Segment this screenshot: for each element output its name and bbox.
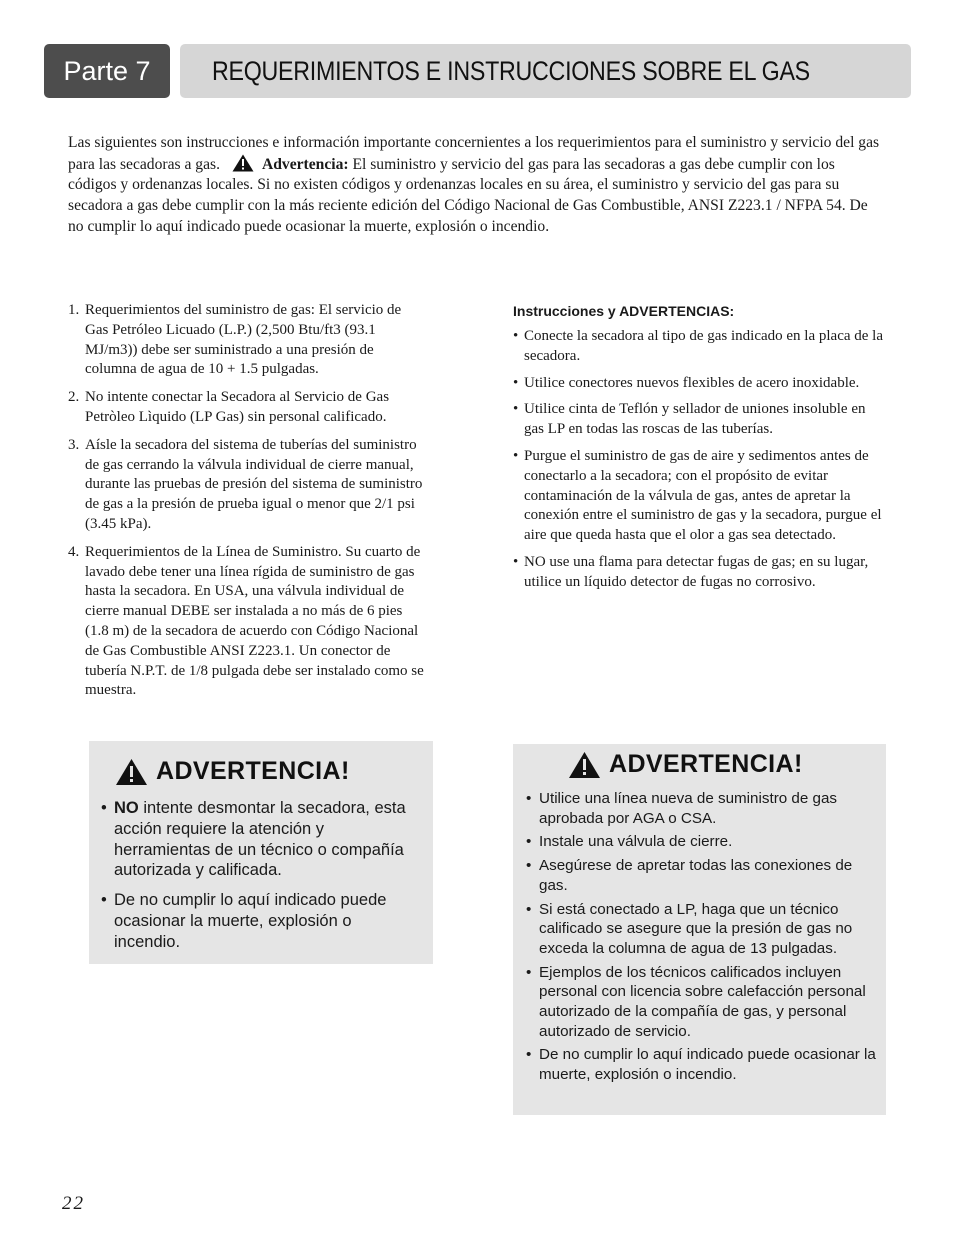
bullet: • — [101, 891, 107, 910]
list-item — [513, 400, 885, 440]
list-item — [513, 374, 885, 394]
bullet: • — [513, 553, 519, 570]
bullet: • — [513, 447, 519, 464]
bullet: • — [526, 1046, 532, 1064]
list-item — [513, 447, 885, 546]
bullet: • — [513, 374, 519, 391]
page-title: REQUERIMIENTOS E INSTRUCCIONES SOBRE EL GAS — [212, 56, 810, 86]
list-item — [526, 1045, 876, 1084]
list-item — [68, 301, 428, 380]
bullet: • — [526, 790, 532, 807]
item-bold-text: NO — [114, 799, 139, 817]
warning-triangle-icon — [115, 758, 148, 786]
bullet: • — [526, 857, 532, 875]
page-number: 22 — [62, 1193, 85, 1214]
requirements-list — [68, 301, 428, 709]
item-text: NO use una flama para detectar fugas de gas; en su lugar, utilice un líquido detector de fugas no corrosivo. — [524, 553, 869, 590]
item-text: Conecte la secadora al tipo de gas indicado en la placa de la secadora. — [524, 328, 884, 364]
warning-box-right — [513, 744, 886, 1115]
intro-warning-label: Advertencia: — [261, 155, 349, 173]
list-item — [526, 963, 876, 1042]
list-item — [101, 798, 421, 881]
item-text: Aísle la secadora del sistema de tuberías del suministro de gas cerrando la válvula individual de cierre manual, durante las pruebas de presión del sistema de suministro de gas a la presión de prueba igual o menor que 2/1 psi (3.45 kPa). — [85, 436, 423, 532]
item-text: Ejemplos de los técnicos calificados incluyen personal con licencia sobre calefacción personal autorizado de la compañía de gas, y personal autorizado de servicio. — [539, 963, 866, 1040]
warning-title: ADVERTENCIA! — [156, 757, 350, 785]
list-item — [526, 789, 876, 828]
item-text: Utilice conectores nuevos flexibles de acero inoxidable. — [524, 374, 860, 391]
item-text: Si está conectado a LP, haga que un técnico calificado se asegure que la presión de gas no exceda la columna de agua de 13 pulgadas. — [539, 900, 853, 957]
part-label: Parte 7 — [63, 56, 151, 86]
list-item — [526, 856, 876, 895]
list-item — [68, 543, 428, 701]
item-text: Requerimientos de la Línea de Suministro. Su cuarto de lavado debe tener una línea rígida de suministro de gas hasta la secadora. En USA, una válvula individual de cierre manual DEBE ser instalada a no más de 6 pies (1.8 m) de la secadora de acuerdo con Código Nacional de Gas Combustible ANSI Z223.1. Un conector de tubería N.P.T. de 1/8 pulgada debe ser instalado como se muestra. — [85, 543, 424, 699]
list-item — [513, 553, 885, 593]
item-number: 2. — [68, 389, 80, 406]
warning-triangle-icon — [568, 751, 601, 779]
bullet: • — [513, 401, 519, 418]
item-text: Asegúrese de apretar todas las conexiones de gas. — [539, 857, 853, 894]
bullet: • — [526, 833, 532, 851]
list-item — [101, 890, 421, 952]
intro-warning-text: El suministro y servicio del gas para las secadoras a gas debe cumplir con los códigos y ordenanzas locales. Si no existen códigos y ordenanzas locales en su área, el suministro y servicio del gas para su secadora a gas debe cumplir con la más reciente edición del Código Nacional de Gas Combustible, ANSI Z223.1 / NFPA 54. De no cumplir lo aquí indicado puede ocasionar la muerte, explosión o incendio. — [68, 155, 868, 235]
item-number: 3. — [68, 436, 80, 453]
instructions-heading: Instrucciones y ADVERTENCIAS: — [513, 303, 735, 319]
item-text: Utilice cinta de Teflón y sellador de uniones insoluble en gas LP en todas las roscas de las tuberías. — [524, 401, 866, 438]
item-text: Utilice una línea nueva de suministro de gas aprobada por AGA o CSA. — [539, 790, 838, 827]
intro-text: Las siguientes son instrucciones e información importante concernientes a los requerimientos para el suministro y servicio del gas para las secadoras a gas. — [68, 134, 880, 173]
intro-paragraph — [68, 133, 884, 238]
part-tab — [44, 44, 170, 98]
item-text: Requerimientos del suministro de gas: El servicio de Gas Petróleo Licuado (L.P.) (2,500 Btu/ft3 (93.1 MJ/m3)) debe ser suministrado a una presión de columna de agua de 10 + 1.5 pulgadas. — [85, 302, 402, 378]
warning-triangle-icon — [232, 154, 254, 172]
item-text: De no cumplir lo aquí indicado puede ocasionar la muerte, explosión o incendio. — [114, 891, 387, 951]
warning-box-left — [89, 741, 433, 964]
page-title-bar — [180, 44, 911, 98]
warning-heading — [115, 757, 421, 786]
bullet: • — [526, 963, 532, 981]
instructions-section — [513, 301, 885, 600]
item-text: Instale una válvula de cierre. — [539, 833, 733, 851]
item-number: 4. — [68, 543, 80, 560]
item-text: intente desmontar la secadora, esta acción requiere la atención y herramientas de un técnico o compañía autorizada y calificada. — [114, 799, 406, 880]
list-item — [526, 900, 876, 959]
bullet: • — [526, 900, 532, 918]
list-item — [68, 436, 428, 535]
item-text: No intente conectar la Secadora al Servicio de Gas Petròleo Lìquido (LP Gas) sin personal calificado. — [85, 389, 390, 425]
bullet: • — [513, 328, 519, 344]
warning-title: ADVERTENCIA! — [609, 750, 803, 778]
item-number: 1. — [68, 302, 80, 318]
list-item — [513, 327, 885, 367]
item-text: Purgue el suministro de gas de aire y sedimentos antes de conectarlo a la secadora; con el propósito de evitar contaminación de la válvula de gas, antes de apretar la conexión entre el suministro de gas y la secadora, purgue el aire que queda hasta que el olor a gas sea detectado. — [524, 447, 882, 544]
item-text: De no cumplir lo aquí indicado puede ocasionar la muerte, explosión o incendio. — [539, 1046, 876, 1084]
warning-heading — [568, 750, 876, 779]
list-item — [68, 388, 428, 428]
list-item — [526, 832, 876, 852]
bullet: • — [101, 799, 107, 817]
